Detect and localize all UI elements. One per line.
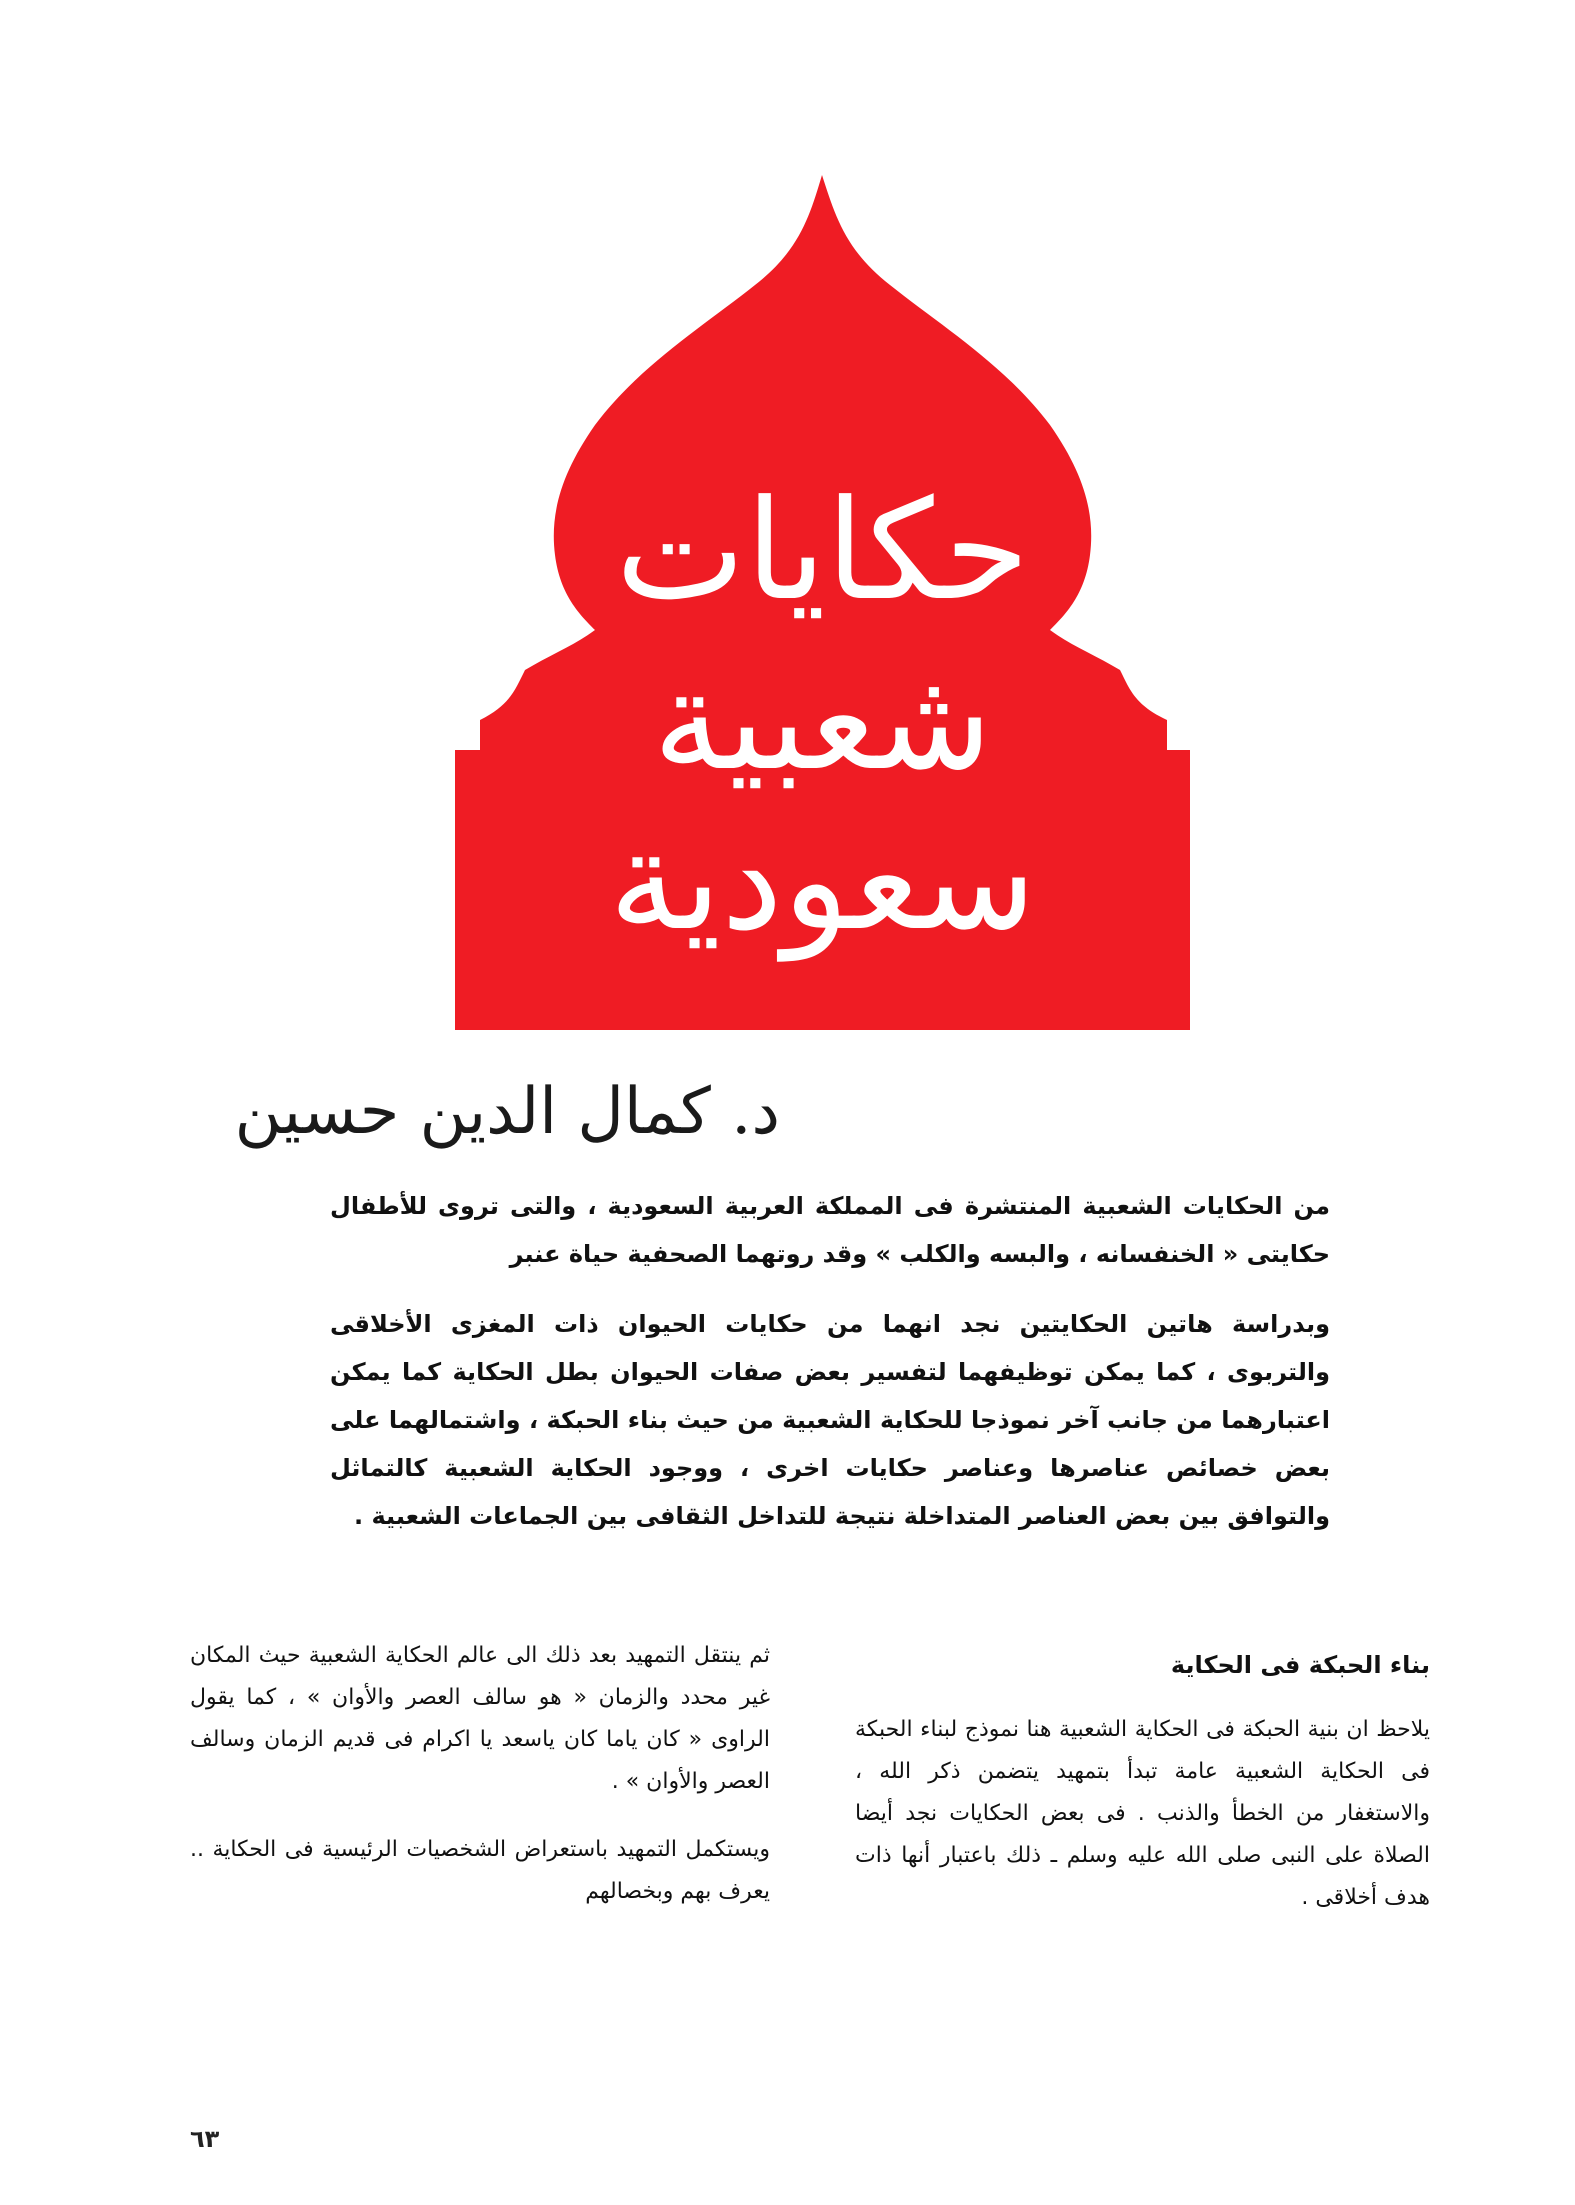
left-column-paragraph-1: ثم ينتقل التمهيد بعد ذلك الى عالم الحكاية الشعبية حيث المكان غير محدد والزمان « هو سالف العصر والأوان » ، كما يقول الراوى « كان ياما كان ياسعد يا اكرام فى قديم الزمان وسالف العصر والأوان » .: [190, 1643, 770, 1794]
left-column: [190, 1635, 770, 1939]
title-line-2: شعبية: [652, 640, 993, 801]
left-column-paragraph-2: ويستكمل التمهيد باستعراض الشخصيات الرئيسية فى الحكاية .. يعرف بهم وبخصالهم: [190, 1837, 770, 1904]
section-heading: بناء الحبكة فى الحكاية: [1170, 1651, 1430, 1679]
right-column-paragraph: يلاحظ ان بنية الحبكة فى الحكاية الشعبية هنا نموذج لبناء الحبكة فى الحكاية الشعبية عامة تبدأ بتمهيد يتضمن ذكر الله ، والاستغفار من الخطأ والذنب . فى بعض الحكايات نجد أيضا الصلاة على النبى صلى الله عليه وسلم ـ ذلك باعتبار أنها ذات هدف أخلاقى .: [855, 1717, 1430, 1910]
page-number: ٦٣: [190, 2125, 220, 2153]
title-line-3: سعودية: [608, 800, 1037, 961]
intro-paragraph-2: وبدراسة هاتين الحكايتين نجد انهما من حكايات الحيوان ذات المغزى الأخلاقى والتربوى ، كما يمكن توظيفهما لتفسير بعض صفات الحيوان بطل الحكاية كما يمكن اعتبارهما من جانب آخر نموذجا للحكاية الشعبية من حيث بناء الحبكة ، واشتمالهما على بعض خصائص عناصرها وعناصر حكايات اخرى ، ووجود الحكاية الشعبية كالتماثل والتوافق بين بعض العناصر المتداخلة نتيجة للتداخل الثقافى بين الجماعات الشعبية .: [330, 1310, 1330, 1530]
intro-paragraph-1: من الحكايات الشعبية المنتشرة فى المملكة العربية السعودية ، والتى تروى للأطفال حكايتى « الخنفسانه ، والبسه والكلب » وقد روتهما الصحفية حياة عنبر: [330, 1192, 1330, 1268]
right-column: [855, 1645, 1430, 1945]
author-signature: د. كمال الدين حسين: [234, 1075, 780, 1149]
title-line-1: حكايات: [615, 470, 1030, 631]
